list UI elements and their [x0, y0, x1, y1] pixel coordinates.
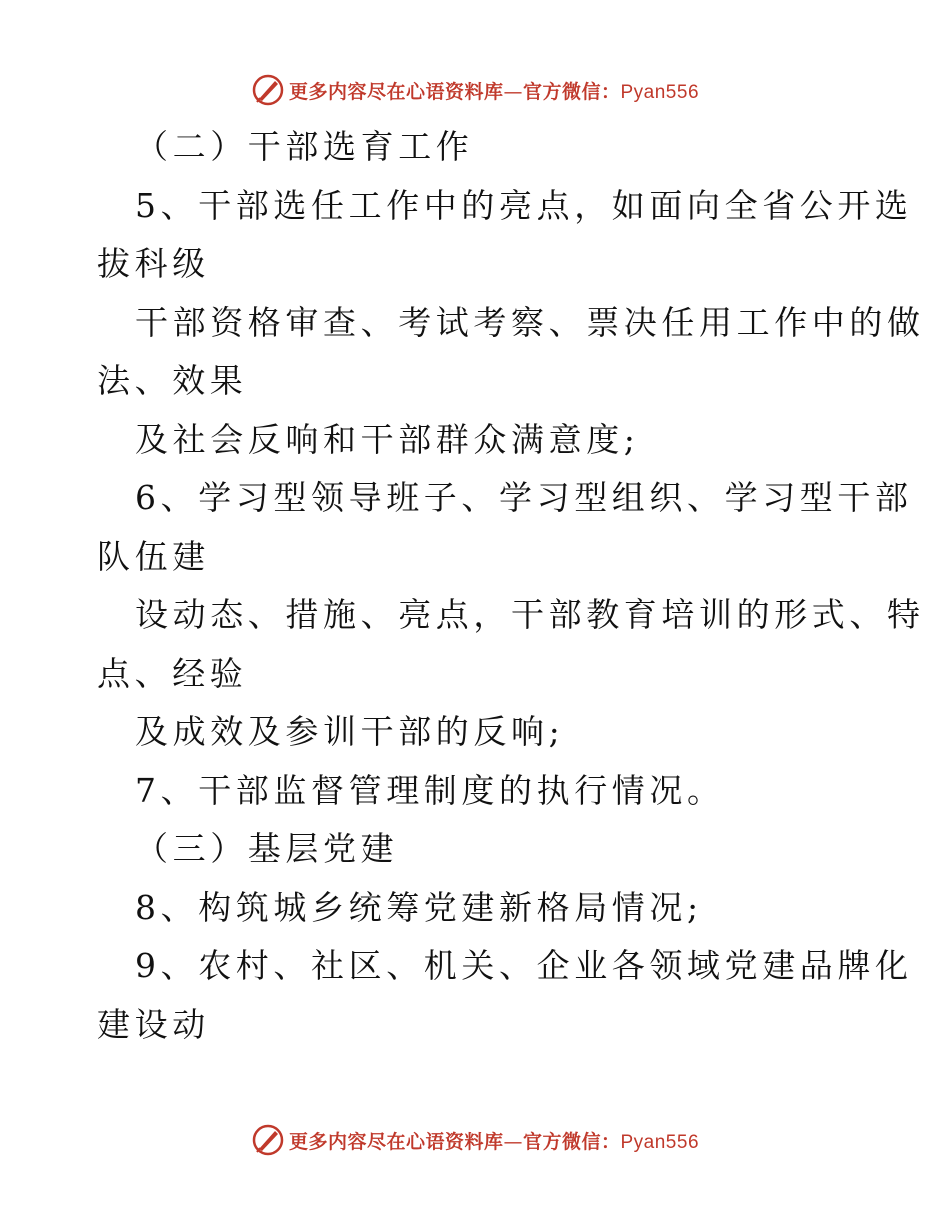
item-6-line-1: 6、学习型领导班子、学习型组织、学习型干部 [135, 478, 913, 517]
item-8: 8、构筑城乡统筹党建新格局情况; [135, 887, 703, 927]
footer-watermark [0, 1120, 950, 1160]
document-body [97, 118, 925, 1054]
paragraph-line: 及社会反响和干部群众满意度; [135, 419, 640, 459]
paragraph-line: 点、经验 [97, 653, 248, 693]
watermark-site-name: 更多内容尽在心语资料库 [288, 80, 504, 103]
quill-pen-circle-icon [251, 73, 285, 107]
header-watermark [0, 70, 950, 110]
paragraph-line: 设动态、措施、亮点，干部教育培训的形式、特 [135, 595, 925, 634]
watermark-site-name: 更多内容尽在心语资料库 [288, 1130, 504, 1153]
paragraph-line: 及成效及参训干部的反响; [135, 712, 565, 751]
item-5-line-1: 5、干部选任工作中的亮点，如面向全省公开选 [135, 185, 913, 225]
watermark-official-label: 官方微信： [522, 1130, 621, 1153]
item-7: 7、干部监督管理制度的执行情况。 [135, 770, 725, 810]
watermark-text [289, 1127, 699, 1154]
section-heading-grassroots: （三）基层党建 [135, 829, 399, 868]
quill-pen-circle-icon [251, 1123, 285, 1157]
section-heading-cadre-selection: （二）干部选育工作 [135, 127, 474, 166]
watermark-dash: — [503, 80, 523, 103]
item-5-line-2: 拔科级 [97, 244, 210, 283]
watermark-dash: — [503, 1130, 523, 1153]
item-9-line-1: 9、农村、社区、机关、企业各领域党建品牌化 [135, 946, 913, 985]
item-6-line-2: 队伍建 [97, 536, 210, 576]
watermark-official-label: 官方微信： [522, 80, 621, 103]
watermark-account: Pyan556 [620, 1131, 700, 1153]
watermark-account: Pyan556 [620, 81, 700, 103]
paragraph-line: 法、效果 [97, 361, 248, 400]
watermark-text [289, 77, 699, 104]
item-9-line-2: 建设动 [97, 1004, 210, 1044]
paragraph-line: 干部资格审查、考试考察、票决任用工作中的做 [135, 302, 925, 342]
